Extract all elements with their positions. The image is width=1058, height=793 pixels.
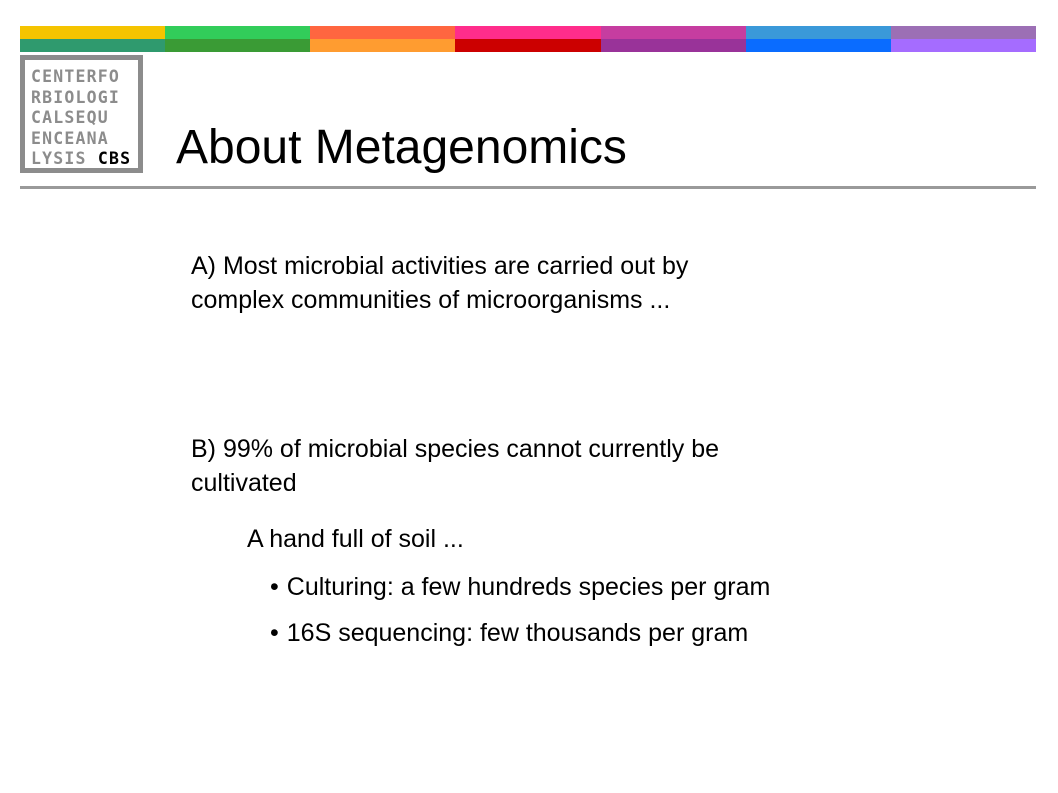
stripe-segment	[891, 26, 1036, 39]
stripe-segment	[455, 39, 600, 52]
stripe-segment	[20, 39, 165, 52]
stripe-segment	[746, 39, 891, 52]
list-item	[270, 616, 770, 650]
list-item	[270, 570, 770, 604]
stripe-segment	[601, 39, 746, 52]
logo-line: CENTERFO	[31, 67, 121, 86]
cbs-logo	[20, 55, 143, 173]
stripe-segment	[20, 26, 165, 39]
stripe-row-bottom	[20, 39, 1036, 52]
point-a-text: A) Most microbial activities are carried out by complex communities of microorganisms ...	[191, 252, 689, 314]
stripe-row-top	[20, 26, 1036, 39]
logo-line-last	[31, 149, 138, 170]
logo-cbs-highlight: CBS	[97, 149, 132, 168]
point-b-text: B) 99% of microbial species cannot currently be cultivated	[191, 435, 720, 497]
title-divider	[20, 186, 1036, 189]
logo-line: RBIOLOGI	[31, 87, 121, 107]
stripe-segment	[746, 26, 891, 39]
cbs-logo-inner	[25, 60, 138, 168]
soil-heading: A hand full of soil ...	[247, 525, 464, 553]
bullet-marker: •	[270, 619, 279, 647]
stripe-segment	[455, 26, 600, 39]
stripe-segment	[891, 39, 1036, 52]
bullet-text: Culturing: a few hundreds species per gram	[286, 573, 771, 601]
stripe-segment	[165, 39, 310, 52]
logo-line: ENCEANA	[31, 128, 109, 148]
stripe-segment	[310, 39, 455, 52]
bullet-marker: •	[270, 573, 279, 601]
bullet-text: 16S sequencing: few thousands per gram	[286, 619, 749, 647]
logo-line: CALSEQU	[31, 108, 109, 127]
stripe-segment	[310, 26, 455, 39]
stripe-segment	[165, 26, 310, 39]
stripe-segment	[601, 26, 746, 39]
logo-text: LYSIS	[31, 149, 98, 168]
slide-title: About Metagenomics	[176, 121, 627, 174]
color-stripe-banner	[20, 26, 1036, 52]
bullet-list	[270, 570, 770, 662]
